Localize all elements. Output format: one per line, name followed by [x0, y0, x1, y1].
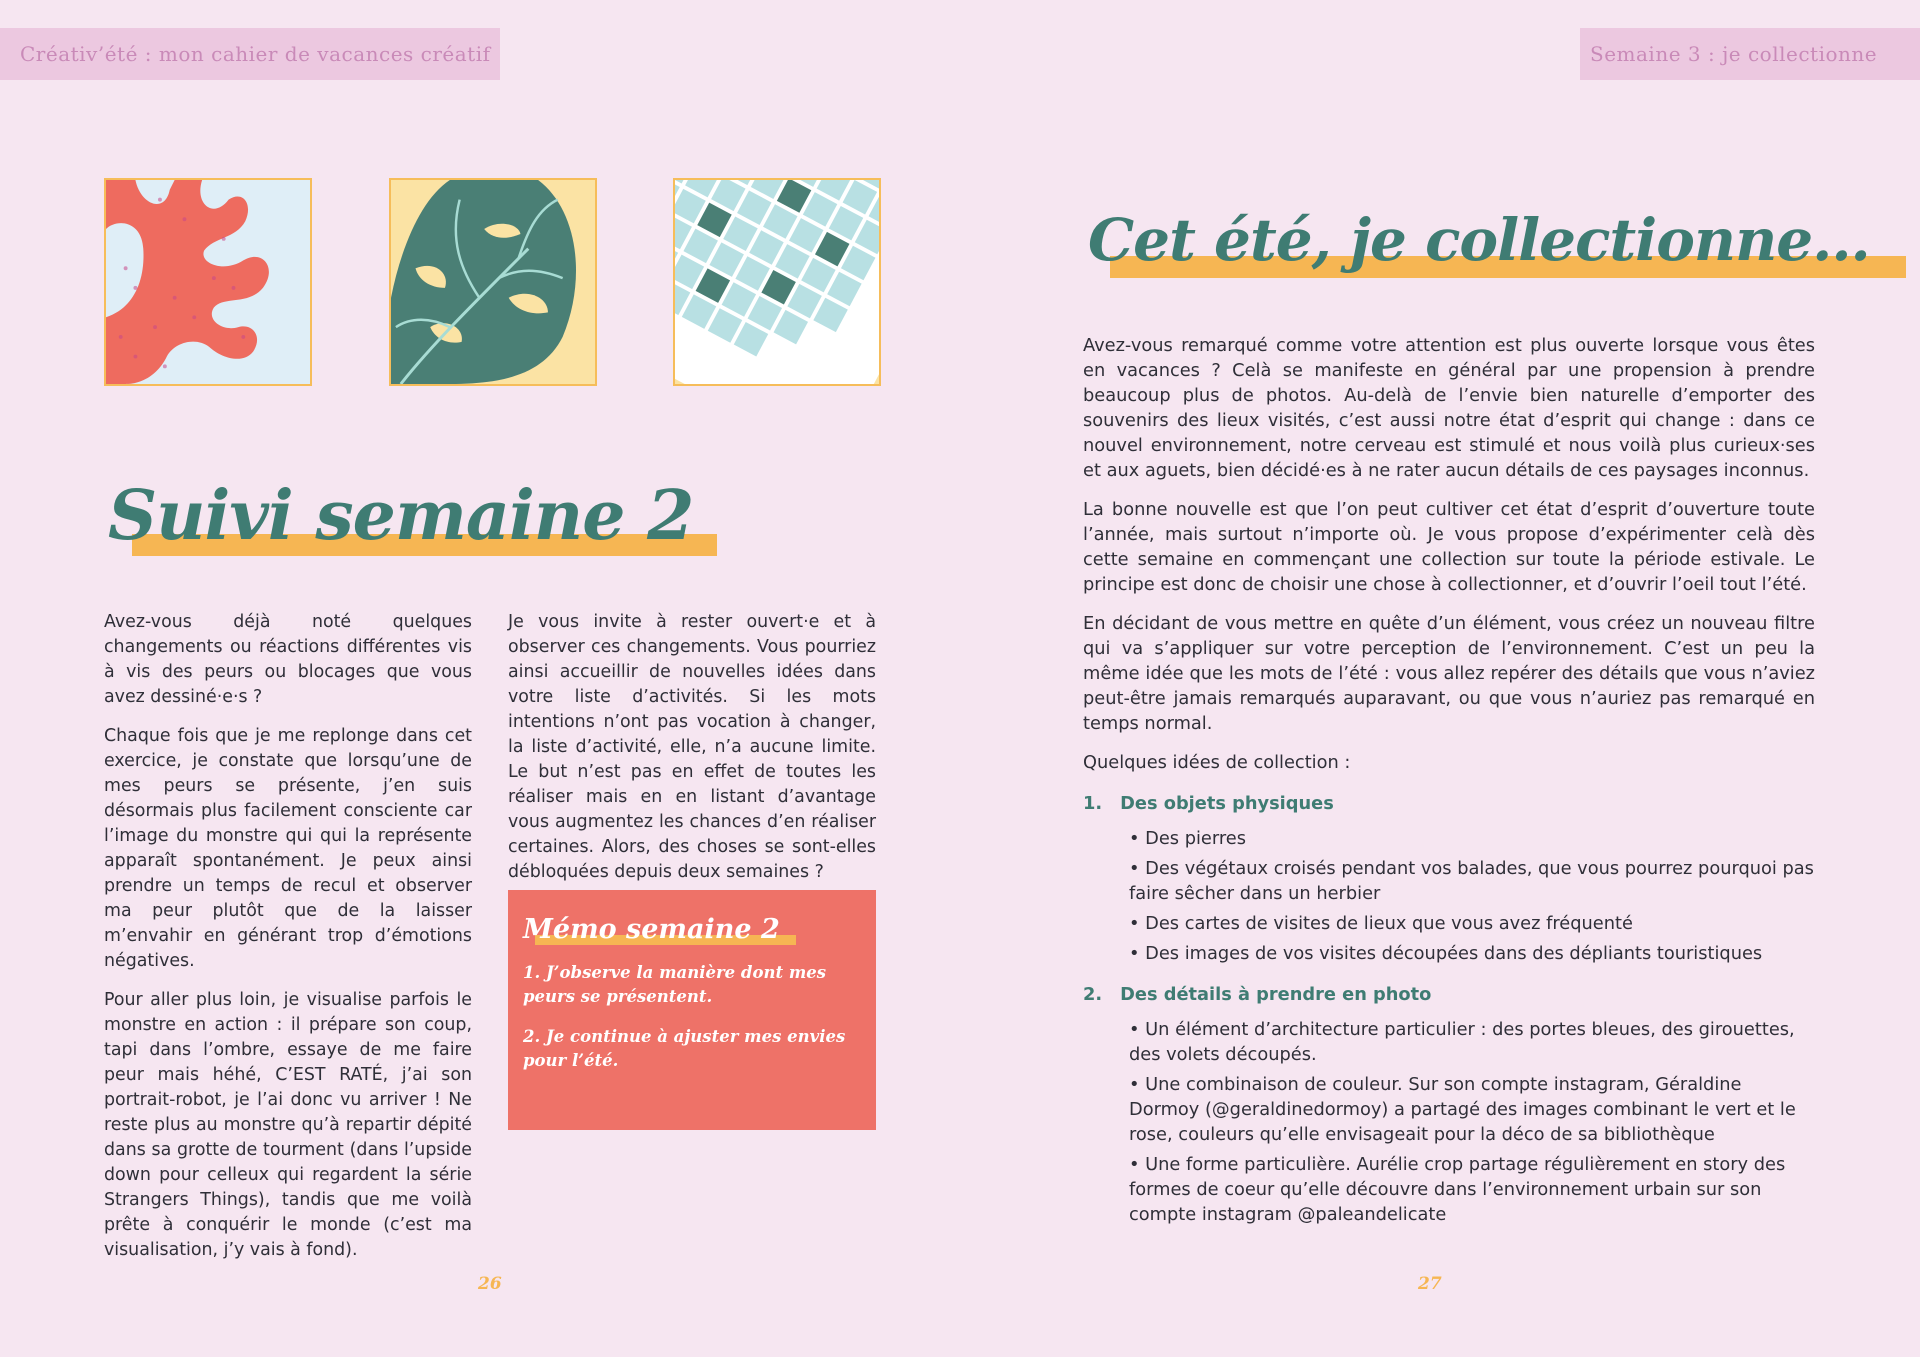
list-item: • Des cartes de visites de lieux que vous avez fréquenté: [1129, 913, 1633, 934]
list-item: • Des pierres: [1129, 828, 1246, 849]
header-left-title: Créativ’été : mon cahier de vacances créatif: [0, 28, 500, 80]
header-right-title: Semaine 3 : je collectionne: [1580, 28, 1920, 80]
paragraph: Chaque fois que je me replonge dans cet exercice, je constate que lorsqu’une de mes peurs se présente, j’en suis désormais plus facilement consciente car l’image du monstre qui qui la représente apparaît spontanément. Je peux ainsi prendre un temps de recul et observer ma peur plutôt que de la laisser m’envahir en générant trop d’émotions négatives.: [104, 726, 472, 971]
page-number-right: 27: [1418, 1274, 1442, 1294]
list-item: • Une forme particulière. Aurélie crop partage régulièrement en story des formes de coeur qu’elle découvre dans l’environnement urbain sur son compte instagram @paleandelicate: [1129, 1154, 1786, 1225]
memo-title: Mémo semaine 2: [523, 914, 780, 945]
paragraph: Pour aller plus loin, je visualise parfois le monstre en action : il prépare son coup, tapi dans l’ombre, essaye de me faire peur mais héhé, C’EST RATÉ, j’ai son portrait-robot, je l’ai donc vu arriver ! Ne reste plus au monstre qu’à repartir dépité dans sa grotte de tourment (dans l’upside down pour celleux qui regardent la série Strangers Things), tandis que me voilà prête à conquérir le monde (c’est ma visualisation, j’y vais à fond).: [104, 990, 472, 1260]
list-item: • Un élément d’architecture particulier : des portes bleues, des girouettes, des volets découpés.: [1129, 1019, 1795, 1065]
paragraph: Quelques idées de collection :: [1083, 752, 1351, 773]
section-heading: 1. Des objets physiques: [1083, 793, 1334, 814]
tile-grid-icon: [673, 178, 881, 386]
coral-icon: [104, 178, 312, 386]
left-column-1: [104, 610, 472, 1277]
list-item: • Une combinaison de couleur. Sur son compte instagram, Géraldine Dormoy (@geraldinedormoy) a partagé des images combinant le vert et le rose, couleurs qu’elle envisageait pour la déco de sa bibliothèque: [1129, 1074, 1796, 1145]
paragraph: En décidant de vous mettre en quête d’un élément, vous créez un nouveau filtre qui va s’appliquer sur votre perception de l’environnement. C’est un peu la même idée que les mots de l’été : vous allez repérer des détails que vous n’aviez peut-être jamais remarqués auparavant, ou que vous n’auriez pas remarqué en temps normal.: [1083, 613, 1815, 734]
list-item: • Des images de vos visites découpées dans des dépliants touristiques: [1129, 943, 1763, 964]
suivi-heading: Suivi semaine 2: [108, 476, 693, 556]
left-column-2: [508, 610, 876, 899]
paragraph: Je vous invite à rester ouvert·e et à observer ces changements. Vous pourriez ainsi accueillir de nouvelles idées dans votre liste d’activités. Si les mots intentions n’ont pas vocation à changer, la liste d’activité, elle, n’a aucune limite. Le but n’est pas en effet de toutes les réaliser mais en en listant d’avantage vous augmentez les chances d’en réaliser certaines. Alors, des choses se sont-elles débloquées depuis deux semaines ?: [508, 612, 876, 882]
section-heading: 2. Des détails à prendre en photo: [1083, 984, 1432, 1005]
paragraph: Avez-vous remarqué comme votre attention est plus ouverte lorsque vous êtes en vacances ? Celà se manifeste en général par une propension à prendre beaucoup plus de photos. Au-delà de l’envie bien naturelle d’emporter des souvenirs des lieux visités, c’est aussi notre état d’esprit qui change : dans ce nouvel environnement, notre cerveau est stimulé et nous voilà plus curieux·ses et aux aguets, bien décidé·es à ne rater aucun détails de ces paysages inconnus.: [1083, 335, 1815, 481]
bullet-list: [1083, 826, 1815, 966]
memo-box: [508, 890, 876, 1130]
paragraph: Avez-vous déjà noté quelques changements ou réactions différentes vis à vis des peurs ou blocages que vous avez dessiné·e·s ?: [104, 612, 472, 707]
memo-item: 1. J’observe la manière dont mes peurs se présentent.: [523, 963, 827, 1006]
memo-item: 2. Je continue à ajuster mes envies pour l’été.: [523, 1027, 846, 1070]
paragraph: La bonne nouvelle est que l’on peut cultiver cet état d’esprit d’ouverture toute l’année, mais surtout n’importe où. Je vous propose d’expérimenter celà dès cette semaine en commençant une collection sur toute la période estivale. Le principe est donc de choisir une chose à collectionner, et d’ouvrir l’oeil tout l’été.: [1083, 499, 1815, 595]
page-number-left: 26: [478, 1274, 502, 1294]
collection-heading: Cet été, je collectionne...: [1088, 206, 1870, 274]
list-item: • Des végétaux croisés pendant vos balades, que vous pourrez pourquoi pas faire sêcher dans un herbier: [1129, 858, 1814, 904]
bullet-list: [1083, 1017, 1815, 1227]
monstera-leaf-icon: [389, 178, 597, 386]
right-column: [1083, 333, 1815, 1232]
